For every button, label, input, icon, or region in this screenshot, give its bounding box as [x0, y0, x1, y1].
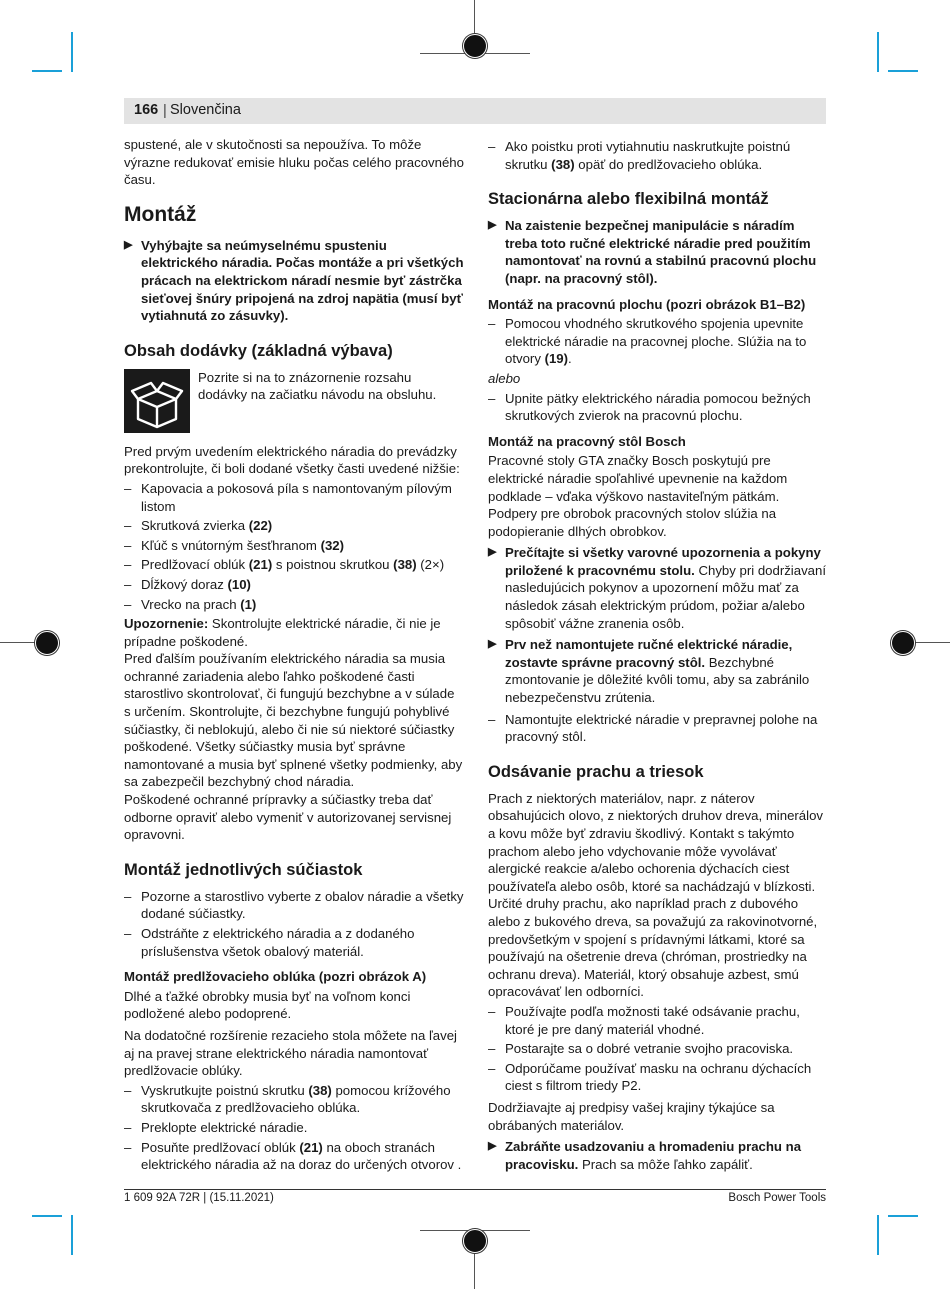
crop-mark [71, 32, 73, 72]
obsah-paragraph: Pred prvým uvedením elektrického náradia do prevádzky prekontrolujte, či boli dodané všetky časti uvedené nižšie: [124, 443, 460, 477]
warning-item: ▶ Zabráňte usadzovaniu a hromadeniu prachu na pracovisku. Prach sa môže ľahko zapáliť. [488, 1138, 828, 1173]
crop-mark [877, 32, 879, 72]
header-separator: | [163, 103, 167, 119]
warning-item: ▶ Vyhýbajte sa neúmyselnému spusteniu elektrického náradia. Počas montáže a pri všetkých prácach na elektrickom náradí nesmie byť zástrčka sieťovej šnúry pripojená na zdroj napätia (musí byť vytiahnutá zo zásuvky). [124, 237, 464, 325]
crop-mark [877, 1215, 879, 1255]
registration-mark [35, 631, 59, 655]
crop-mark [888, 1215, 918, 1217]
package-box-icon [124, 369, 190, 433]
section-title-stationary: Stacionárna alebo flexibilná montáž [488, 190, 769, 209]
list-item: – Odporúčame používať masku na ochranu dýchacích ciest s filtrom triedy P2. [488, 1060, 828, 1095]
footer-brand: Bosch Power Tools [728, 1192, 826, 1204]
right-column [488, 136, 828, 1177]
page-number: 166 [134, 102, 159, 118]
registration-mark [463, 34, 487, 58]
registration-mark [891, 631, 915, 655]
extension-paragraph-2: Na dodatočné rozšírenie rezacieho stola môžete na ľavej aj na pravej strane elektrického náradia namontovať predlžovacie oblúky. [124, 1027, 457, 1079]
list-item: – Postarajte sa o dobré vetranie svojho pracoviska. [488, 1040, 828, 1058]
section-title-obsah: Obsah dodávky (základná výbava) [124, 341, 393, 360]
section-title-montaz: Montáž [124, 202, 197, 226]
crop-mark [32, 70, 62, 72]
stol-paragraph: Pracovné stoly GTA značky Bosch poskytujú pre elektrické náradie spoľahlivé upevnenie na každom podklade – vďaka výškovo nastaviteľným pätkám. Podpery pre obrobok pracovných stolov slúžia na podopieranie dlhých obrobkov. [488, 453, 788, 539]
subsection-title-plocha: Montáž na pracovnú plochu (pozri obrázok B1–B2) [488, 296, 806, 312]
list-item: – Vyskrutkujte poistnú skrutku (38) pomocou krížového skrutkovača z predlžovacieho oblúka. [124, 1082, 464, 1117]
registration-line [910, 642, 950, 643]
list-item: – Odstráňte z elektrického náradia a z dodaného príslušenstva všetok obalový materiál. [124, 925, 464, 960]
list-item: – Používajte podľa možnosti také odsávanie prachu, ktoré je pre daný materiál vhodné. [488, 1003, 828, 1038]
registration-line [0, 642, 40, 643]
footer-rule [124, 1189, 826, 1190]
list-item: – Vrecko na prach (1) [124, 596, 464, 614]
left-column [124, 136, 464, 1176]
note-paragraph: Upozornenie: Skontrolujte elektrické náradie, či nie je prípadne poškodené. [124, 616, 441, 649]
subsection-title-extension: Montáž predlžovacieho oblúka (pozri obrázok A) [124, 969, 427, 985]
warning-item: ▶ Na zaistenie bezpečnej manipulácie s náradím treba toto ručné elektrické náradie pred použitím namontovať na rovnú a stabilnú pracovnú plochu (napr. na pracovný stôl). [488, 217, 828, 287]
footer-doc-number: 1 609 92A 72R | (15.11.2021) [124, 1192, 274, 1204]
list-item: – Predlžovací oblúk (21) s poistnou skrutkou (38) (2×) [124, 556, 464, 574]
list-item: – Ako poistku proti vytiahnutiu naskrutkujte poistnú skrutku (38) opäť do predlžovacieho oblúka. [488, 138, 828, 173]
subsection-title-stol: Montáž na pracovný stôl Bosch [488, 433, 686, 449]
list-item: – Pomocou vhodného skrutkového spojenia upevnite elektrické náradie na pracovnej ploche. Slúžia na to otvory (19). [488, 315, 828, 368]
list-item: – Dĺžkový doraz (10) [124, 576, 464, 594]
obsah-box-text: Pozrite si na to znázornenie rozsahu dodávky na začiatku návodu na obsluhu. [198, 369, 437, 403]
warning-item: ▶ Prv než namontujete ručné elektrické náradie, zostavte správne pracovný stôl. Bezchybné zmontovanie je dôležité kvôli tomu, aby sa zabránilo nebezpečenstvu zrútenia. [488, 636, 828, 706]
list-item: – Preklopte elektrické náradie. [124, 1119, 464, 1137]
dust-paragraph-2: Určité druhy prachu, ako napríklad prach z dubového alebo z bukového dreva, sa považujú za rakovinotvorné, predovšetkým v spojení s prídavnými látkami, ktoré sa používajú na ošetrenie dreva (chróman, prostriedky na ochranu dreva). Materiál, ktorý obsahuje azbest, smú opracovávať len odborníci. [488, 896, 818, 1000]
dust-paragraph-3: Dodržiavajte aj predpisy vašej krajiny týkajúce sa obrábaných materiálov. [488, 1099, 775, 1133]
crop-mark [32, 1215, 62, 1217]
alebo-text: alebo [488, 370, 521, 386]
list-item: – Upnite pätky elektrického náradia pomocou bežných skrutkových zvierok na pracovnú plochu. [488, 390, 828, 425]
dust-paragraph-1: Prach z niektorých materiálov, napr. z náterov obsahujúcich olovo, z niektorých druhov dreva, minerálov a kovu môže byť zdraviu škodlivý. Kontakt s takýmto prachom alebo jeho vdychovanie môže vyvolávať alergické reakcie a/alebo ochorenia dýchacích ciest používateľa alebo osôb, ktoré sa nachádzajú v blízkosti. [488, 790, 823, 894]
intro-text: spustené, ale v skutočnosti sa nepoužíva. To môže výrazne redukovať emisie hluku počas celého pracovného času. [124, 137, 464, 188]
section-title-dust: Odsávanie prachu a triesok [488, 762, 704, 781]
page-language: Slovenčina [170, 102, 241, 118]
registration-mark [463, 1229, 487, 1253]
note-paragraph-3: Poškodené ochranné prípravky a súčiastky treba dať odborne opraviť alebo vymeniť v autorizovanej servisnej opravovni. [124, 792, 452, 843]
list-item: – Skrutková zvierka (22) [124, 517, 464, 535]
crop-mark [888, 70, 918, 72]
warning-item: ▶ Prečítajte si všetky varovné upozornenia a pokyny priložené k pracovnému stolu. Chyby pri dodržiavaní nasledujúcich pokynov a upozornení môžu mať za následok zásah elektrickým prúdom, požiar a/alebo spôsobiť vážne zranenia osôb. [488, 544, 828, 632]
list-item: – Kapovacia a pokosová píla s namontovaným pílovým listom [124, 480, 464, 515]
list-item: – Posuňte predlžovací oblúk (21) na oboch stranách elektrického náradia až na doraz do určených otvorov . [124, 1139, 464, 1174]
list-item: – Namontujte elektrické náradie v prepravnej polohe na pracovný stôl. [488, 711, 828, 746]
crop-mark [71, 1215, 73, 1255]
list-item: – Kľúč s vnútorným šesťhranom (32) [124, 537, 464, 555]
section-title-parts: Montáž jednotlivých súčiastok [124, 860, 363, 879]
list-item: – Pozorne a starostlivo vyberte z obalov náradie a všetky dodané súčiastky. [124, 888, 464, 923]
note-paragraph-2: Pred ďalším používaním elektrického náradia sa musia ochranné zariadenia alebo ľahko poškodené časti starostlivo skontrolovať, či fungujú bezchybne a v súlade s určením. Skontrolujte, či bezchybne fungujú pohyblivé súčiastky, či neblokujú, alebo či nie sú niektoré súčiastky poškodené. Všetky súčiastky musia byť správne namontované a musia byť splnené všetky podmienky, aby sa zabezpečil bezchybný chod náradia. [124, 651, 463, 790]
extension-paragraph-1: Dlhé a ťažké obrobky musia byť na voľnom konci podložené alebo podoprené. [124, 988, 411, 1022]
